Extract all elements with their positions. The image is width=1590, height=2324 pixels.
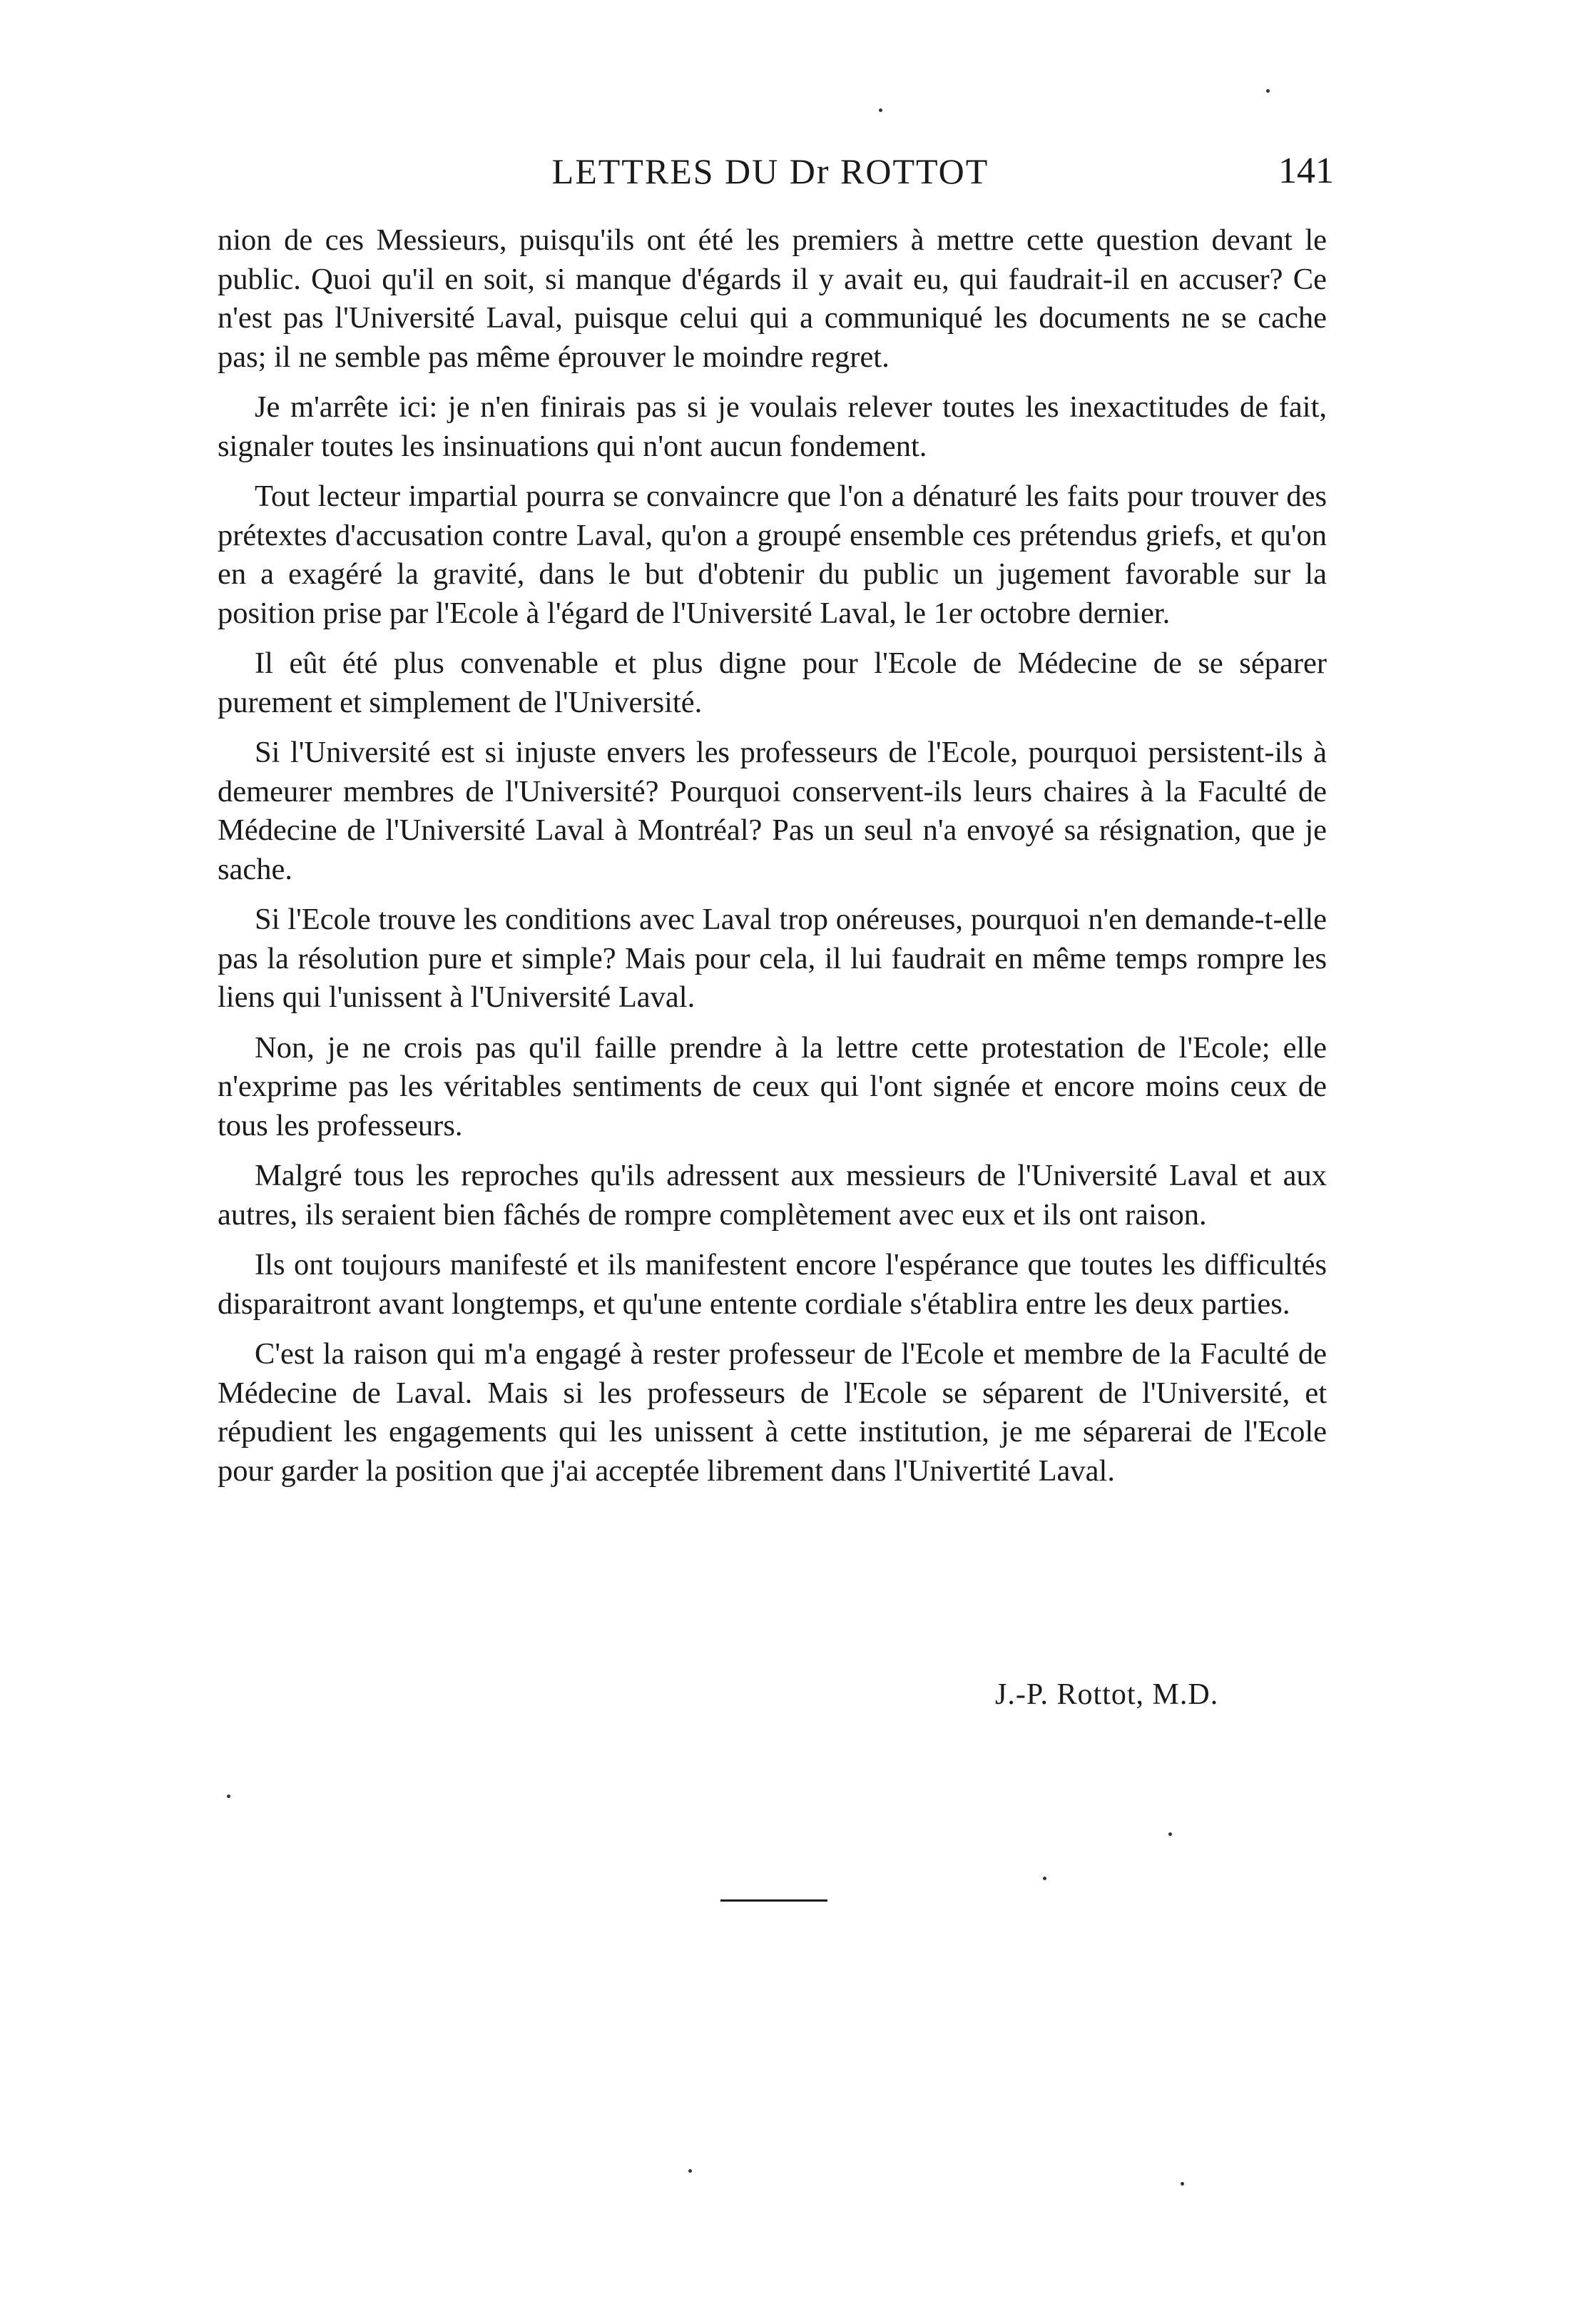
paragraph-10: C'est la raison qui m'a engagé à rester professeur de l'Ecole et membre de la Faculté de Médecine de Laval. Mais si les professeurs de l'Ecole se séparent de l'Université, et répudient les engagements qui les unissent à cette institution, je me séparerai de l'Ecole pour garder la position que j'ai acceptée librement dans l'Univertité Laval. (218, 1337, 1327, 1488)
paragraph-9: Ils ont toujours manifesté et ils manifestent encore l'espérance que toutes les difficultés disparaitront avant longtemps, et qu'une entente cordiale s'établira entre les deux parties. (218, 1248, 1327, 1321)
running-head (214, 146, 1334, 196)
print-speck (227, 1795, 230, 1798)
paragraph-5: Si l'Université est si injuste envers les professeurs de l'Ecole, pourquoi persistent-ils à demeurer membres de l'Université? Pourquoi conservent-ils leurs chaires à la Faculté de Médecine de l'Université Laval à Montréal? Pas un seul n'a envoyé sa résignation, que je sache. (218, 736, 1327, 886)
print-speck (1181, 2182, 1184, 2186)
print-speck (1168, 1832, 1172, 1836)
end-rule-divider (720, 1899, 827, 1902)
running-title: LETTRES DU Dr ROTTOT (551, 151, 989, 191)
paragraph-7: Non, je ne crois pas qu'il faille prendre à la lettre cette protestation de l'Ecole; elle n'exprime pas les véritables sentiments de ceux qui l'ont signée et encore moins ceux de tous les professeurs. (218, 1030, 1327, 1142)
paragraph-4: Il eût été plus convenable et plus digne pour l'Ecole de Médecine de se séparer purement et simplement de l'Université. (218, 646, 1327, 719)
print-speck (688, 2169, 692, 2173)
paragraph-2: Je m'arrête ici: je n'en finirais pas si je voulais relever toutes les inexactitudes de fait, signaler toutes les insinuations qui n'ont aucun fondement. (218, 390, 1327, 463)
print-speck (1266, 89, 1270, 93)
paragraph-6: Si l'Ecole trouve les conditions avec Laval trop onéreuses, pourquoi n'en demande-t-elle pas la résolution pure et simple? Mais pour cela, il lui faudrait en même temps rompre les liens qui l'unissent à l'Université Laval. (218, 903, 1327, 1014)
paragraph-1: nion de ces Messieurs, puisqu'ils ont été les premiers à mettre cette question devant le public. Quoi qu'il en soit, si manque d'égards il y avait eu, qui faudrait-il en accuser? Ce n'est pas l'Université Laval, puisque celui qui a communiqué les documents ne se cache pas; il ne semble pas même éprouver le moindre regret. (218, 223, 1327, 374)
page-number: 141 (1278, 151, 1334, 191)
body-text (218, 221, 1327, 1502)
print-speck (1043, 1877, 1046, 1880)
paragraph-3: Tout lecteur impartial pourra se convaincre que l'on a dénaturé les faits pour trouver des prétextes d'accusation contre Laval, qu'on a groupé ensemble ces prétendus griefs, et qu'on en a exagéré la gravité, dans le but d'obtenir du public un jugement favorable sur la position prise par l'Ecole à l'égard de l'Université Laval, le 1er octobre dernier. (218, 479, 1327, 630)
print-speck (879, 108, 882, 112)
signature: J.-P. Rottot, M.D. (995, 1678, 1219, 1711)
paragraph-8: Malgré tous les reproches qu'ils adressent aux messieurs de l'Université Laval et aux autres, ils seraient bien fâchés de rompre complètement avec eux et ils ont raison. (218, 1159, 1327, 1232)
